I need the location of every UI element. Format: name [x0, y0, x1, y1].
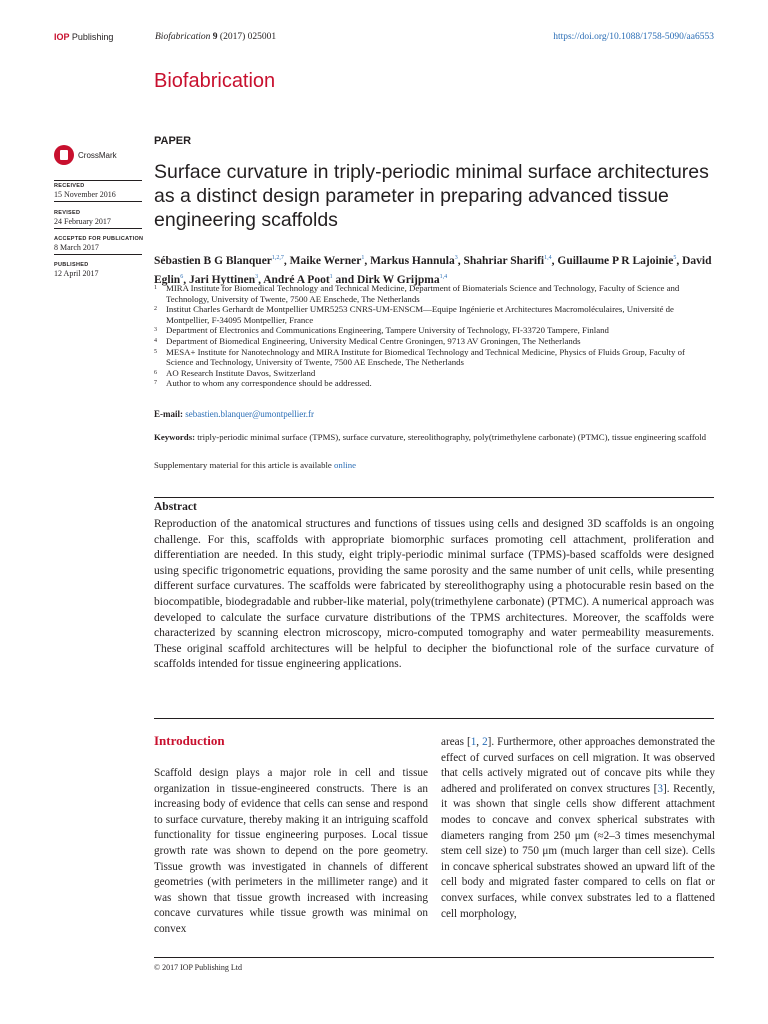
citation-link[interactable]: 2	[482, 736, 488, 748]
crossmark-icon	[54, 145, 74, 165]
article-type: PAPER	[154, 135, 192, 147]
email-link[interactable]: sebastien.blanquer@umontpellier.fr	[185, 409, 315, 419]
author-affiliation-ref[interactable]: 3	[255, 273, 259, 280]
date-received: RECEIVED 15 November 2016	[54, 183, 146, 202]
author-name: André A Poot	[263, 273, 330, 286]
crossmark-badge[interactable]: CrossMark	[54, 146, 134, 164]
author-name: David Eglin	[154, 254, 712, 286]
author-name: Jari Hyttinen	[188, 273, 256, 286]
date-accepted: ACCEPTED FOR PUBLICATION 8 March 2017	[54, 236, 146, 255]
supplementary-link[interactable]: online	[334, 460, 357, 470]
publisher-logo: IOP Publishing	[54, 32, 114, 42]
citation-link[interactable]: 1	[470, 736, 477, 748]
affiliation-item: 4 Department of Biomedical Engineering, University Medical Centre Groningen, 9713 AV Groningen, The Netherlands	[154, 335, 581, 346]
paper-title: Surface curvature in triply-periodic minimal surface architectures as a distinct design parameter in preparing advanced tissue engineering scaffolds	[154, 161, 709, 231]
footer-rule	[154, 957, 714, 958]
abstract-rule-top	[154, 497, 714, 498]
introduction-heading: Introduction	[154, 733, 225, 748]
citation-link[interactable]: 3	[657, 782, 663, 795]
author-affiliation-ref[interactable]: 6	[180, 273, 184, 280]
body-column-right: areas [1, 2]. Furthermore, other approaches demonstrated the effect of curved surfaces on cell migration. It was observed that cells actively migrated out of concave pits while they adhered and proliferated on convex structures [3]. Recently, it was shown that single cells show different attachment modes to concave and convex spherical substrates with diameters ranging from 250 μm (≈2–3 times mesenchymal stem cell size) to 750 μm (much larger than cell size). Cells in concave spherical substrates showed an upward lift of the cell body and migrated faster compared to cells on flat or convex surfaces, while convex substrates led to a flattened cell morphology,	[441, 736, 716, 920]
author-list: Sébastien B G Blanquer$^{1,2,7}$, Maike Werner$^1$, Markus Hannula$^3$, Shahriar Sharifi$^{1,4}$, Guillaume P R Lajoinie$^5$, David Eglin$^6$, Jari Hyttinen$^3$, André A Poot$^1$ and Dirk W Grijpma$^{1,4}$	[154, 254, 712, 286]
author-affiliation-ref[interactable]: 5	[673, 255, 677, 261]
author-name: Guillaume P R Lajoinie	[557, 254, 674, 267]
author-affiliation-ref[interactable]: 1,4	[544, 255, 552, 261]
author-affiliation-ref[interactable]: 1	[329, 273, 333, 280]
abstract-rule-bottom	[154, 718, 714, 719]
author-name: Maike Werner	[289, 254, 362, 267]
affiliation-item: 6 AO Research Institute Davos, Switzerland	[154, 367, 316, 378]
author-name: Dirk W Grijpma	[356, 273, 440, 286]
sidebar-rule	[54, 180, 142, 181]
author-affiliation-ref[interactable]: 3	[454, 255, 458, 261]
supplementary-note: Supplementary material for this article is available online	[154, 460, 357, 470]
author-affiliation-ref[interactable]: 1	[361, 255, 365, 261]
affiliation-item: 7 Author to whom any correspondence should be addressed.	[154, 378, 372, 389]
author-name: Sébastien B G Blanquer	[154, 254, 272, 267]
body-column-left: Scaffold design plays a major role in cell and tissue organization in tissue-engineered constructs. There is an increasing body of evidence that cells can sense and respond to surface curvature, thereby making it an intriguing scaffold functionality for tissue engineering purposes. Local tissue growth rate was shown to depend on the pore geometry. Tissue growth was investigated in channels of different geometries (with perimeters in the millimeter range) and it was shown that tissue growth increased with increasing concave curvatures while tissue growth was minimal on convex	[154, 767, 428, 935]
email-line: E-mail: sebastien.blanquer@umontpellier.fr	[154, 409, 315, 419]
author-name: Markus Hannula	[370, 254, 455, 267]
date-published: PUBLISHED 12 April 2017	[54, 262, 99, 278]
doi-link[interactable]: https://doi.org/10.1088/1758-5090/aa6553	[553, 32, 714, 42]
affiliations	[154, 283, 714, 389]
author-affiliation-ref[interactable]: 1,2,7	[271, 255, 284, 261]
author-name: Shahriar Sharifi	[463, 254, 545, 267]
journal-name: Biofabrication	[154, 70, 276, 92]
affiliation-item: 3 Department of Electronics and Communications Engineering, Tampere University of Technology, FI-33720 Tampere, Finland	[154, 325, 609, 336]
date-revised: REVISED 24 February 2017	[54, 210, 146, 229]
keywords: Keywords: triply-periodic minimal surface (TPMS), surface curvature, stereolithography, poly(trimethylene carbonate) (PTMC), tissue engineering scaffold	[154, 432, 707, 442]
abstract-text: Reproduction of the anatomical structures and functions of tissues using cells and designed 3D scaffolds is an ongoing challenge. For this, scaffolds with appropriate biomorphic surfaces promoting cell attachment, proliferation and differentiation are needed. In this study, eight triply-periodic minimal surface (TPMS)-based scaffolds were designed using specific trigonometric equations, providing the same porosity and the same number of unit cells, while presenting different surface curvatures. The scaffolds were fabricated by stereolithography using a photocurable resin based on the biocompatible, biodegradable and rubber-like material, poly(trimethylene carbonate) (PTMC). A numerical approach was developed to calculate the surface curvature distributions of the TPMS architectures. Moreover, the scaffolds were characterized by scanning electron microscopy, micro-computed tomography and water permeability measurements. These original scaffold architectures will be helpful to decipher the biofunctional role of the surface curvature of scaffolds intended for tissue engineering applications.	[154, 518, 714, 671]
affiliation-item: 5 MESA+ Institute for Nanotechnology and MIRA Institute for Biomedical Technology and Technical Medicine, Physics of Fluids Group, Faculty of Science and Technology, University of Twente, 7500 AE Enschede, The Netherlands	[154, 346, 685, 368]
copyright-footer: © 2017 IOP Publishing Ltd	[154, 963, 243, 972]
affiliation-item: 1 MIRA Institute for Biomedical Technology and Technical Medicine, Department of Biomaterials Science and Technology, Faculty of Science and Technology, University of Twente, 7500 AE Enschede, The Netherlands	[154, 283, 680, 304]
affiliation-item: 2 Institut Charles Gerhardt de Montpellier UMR5253 CNRS-UM-ENSCM—Equipe Ingénierie et Architectures Macromoléculaires, Université de Montpellier, F-34095 Montpellier, France	[154, 304, 674, 325]
author-affiliation-ref[interactable]: 1,4	[439, 273, 448, 280]
journal-citation: Biofabrication 9 (2017) 025001	[155, 32, 277, 42]
abstract-heading: Abstract	[154, 501, 197, 513]
